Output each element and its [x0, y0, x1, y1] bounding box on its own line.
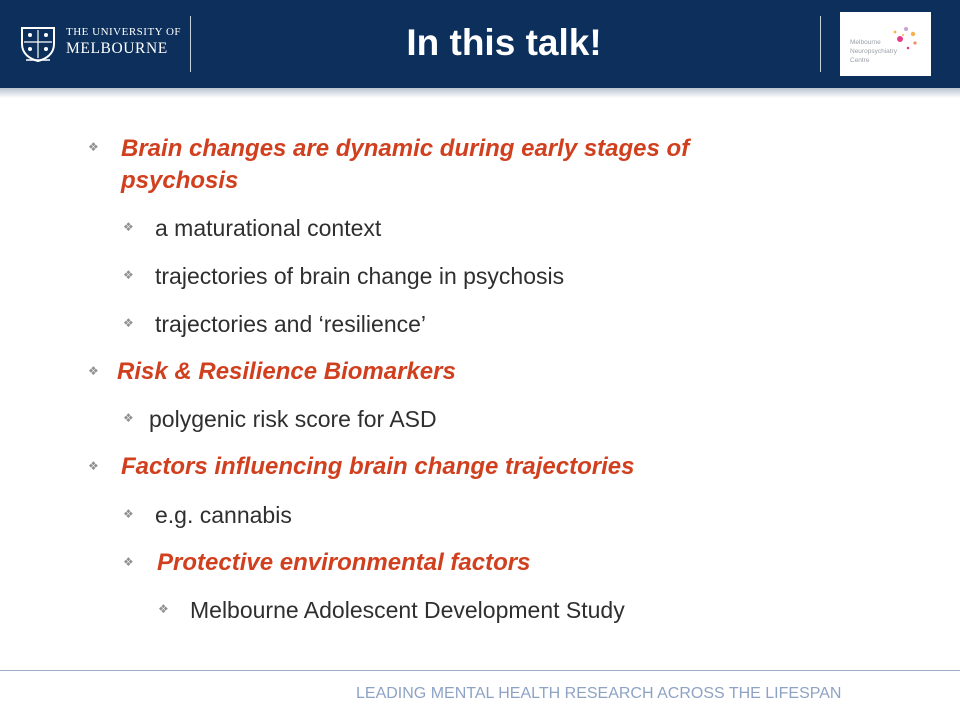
bullet-1-sub-1: a maturational context: [155, 215, 382, 241]
bullet-3-sub-1: e.g. cannabis: [155, 502, 292, 528]
slide-title: In this talk!: [406, 22, 602, 63]
bullet-icon: ❖: [123, 316, 134, 330]
bullet-1-sub-2: trajectories of brain change in psychosis: [155, 263, 565, 289]
bullet-3-sub-2-1: Melbourne Adolescent Development Study: [190, 597, 625, 623]
bullet-2: Risk & Resilience Biomarkers: [117, 358, 456, 385]
bullet-icon: ❖: [123, 507, 134, 521]
header-divider-left: [190, 16, 191, 72]
centre-logo: [840, 12, 931, 76]
bullet-icon: ❖: [88, 459, 99, 473]
university-logo-line1: THE UNIVERSITY OF: [66, 26, 182, 38]
bullet-icon: ❖: [158, 602, 169, 616]
bullet-icon: ❖: [123, 411, 134, 425]
bullet-3-sub-2: Protective environmental factors: [157, 549, 531, 576]
bullet-icon: ❖: [123, 555, 134, 569]
bullet-1-sub-3: trajectories and ‘resilience’: [155, 311, 427, 337]
bullet-2-sub-1: polygenic risk score for ASD: [149, 406, 437, 432]
centre-logo-text: Melbourne Neuropsychiatry Centre: [850, 39, 897, 64]
header-divider-right: [820, 16, 821, 72]
bullet-icon: ❖: [88, 364, 99, 378]
footer-divider: [0, 670, 960, 671]
bullet-1-line2: psychosis: [121, 167, 239, 194]
footer-tagline: LEADING MENTAL HEALTH RESEARCH ACROSS THE LIFESPAN: [356, 685, 842, 702]
crest-icon: [18, 24, 58, 62]
slide-header: [0, 0, 960, 88]
bullet-icon: ❖: [123, 268, 134, 282]
bullet-icon: ❖: [123, 220, 134, 234]
header-shadow: [0, 88, 960, 98]
bullet-icon: ❖: [88, 140, 99, 154]
university-logo: [18, 20, 182, 70]
university-logo-line2: MELBOURNE: [66, 40, 168, 57]
bullet-3: Factors influencing brain change trajectories: [121, 453, 635, 480]
bullet-1-line1: Brain changes are dynamic during early stages of: [121, 135, 690, 162]
